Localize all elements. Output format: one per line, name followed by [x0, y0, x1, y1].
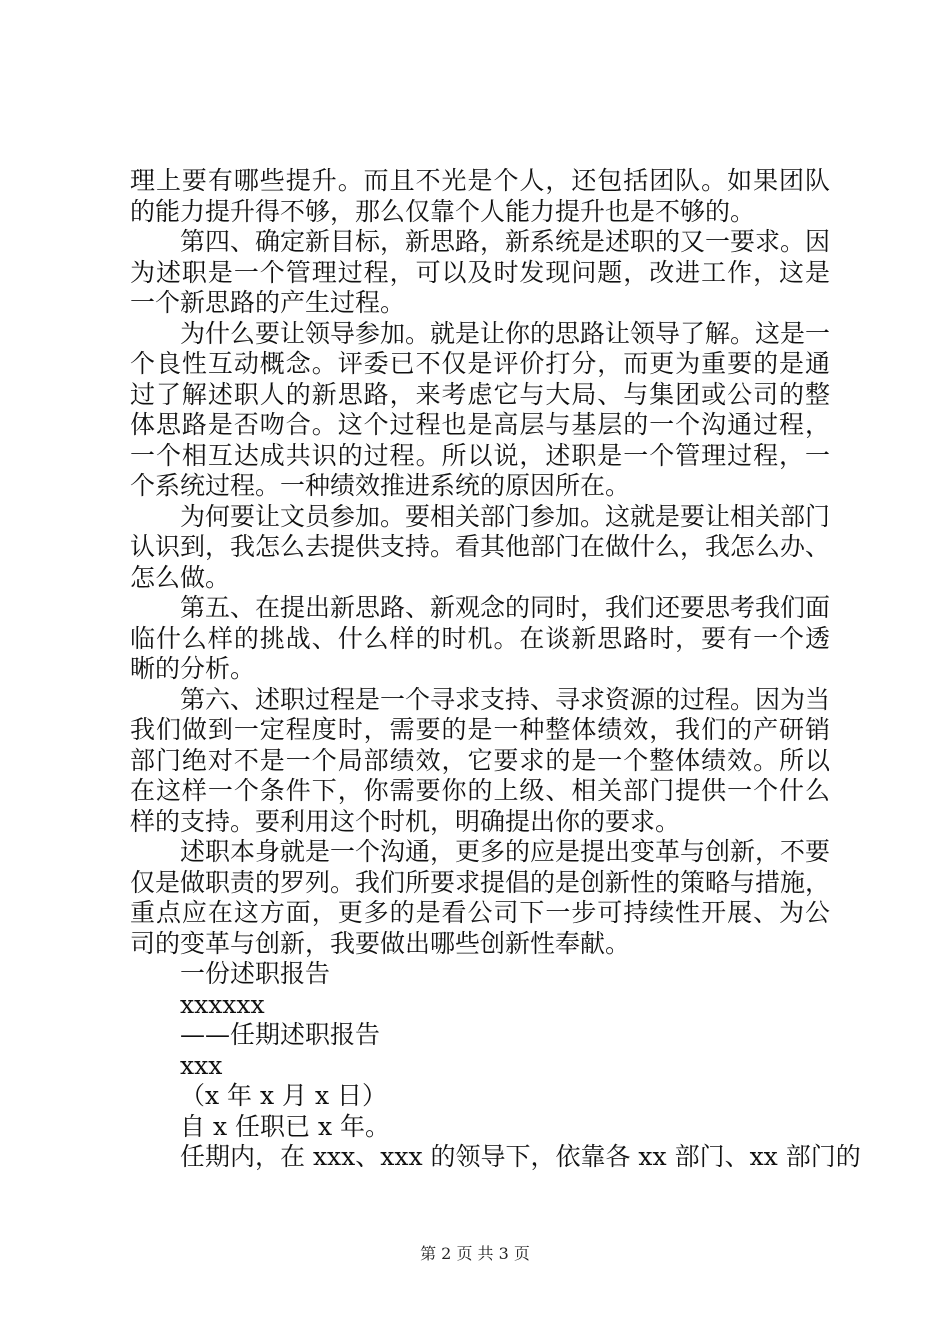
document-body	[130, 166, 861, 1173]
paragraph-p9	[130, 990, 830, 1021]
text-line: 体思路是否吻合。这个过程也是高层与基层的一个沟通过程，	[130, 410, 830, 439]
paragraph-p4	[130, 502, 830, 594]
text-line: 一个相互达成共识的过程。所以说，述职是一个管理过程，一	[130, 440, 830, 470]
text-line: 认识到，我怎么去提供支持。看其他部门在做什么，我怎么办、	[130, 532, 831, 561]
paragraph-p6	[130, 685, 830, 838]
text-line: xxxxxx	[180, 989, 265, 1019]
paragraph-p10	[130, 1020, 830, 1051]
text-line: 在这样一个条件下，你需要你的上级、相关部门提供一个什么	[130, 776, 830, 805]
text-line: ——任期述职报告	[180, 1020, 381, 1049]
text-line: 我们做到一定程度时，需要的是一种整体绩效，我们的产研销	[130, 715, 830, 744]
paragraph-p12	[130, 1081, 830, 1112]
paragraph-p11	[130, 1051, 830, 1082]
text-line: 一个新思路的产生过程。	[130, 288, 406, 317]
text-line: 理上要有哪些提升。而且不光是个人，还包括团队。如果团队	[130, 166, 830, 195]
paragraph-p13	[130, 1112, 830, 1143]
text-line: 晰的分析。	[130, 654, 256, 683]
paragraph-p5	[130, 593, 830, 685]
text-line: 部门绝对不是一个局部绩效，它要求的是一个整体绩效。所以	[130, 745, 830, 775]
text-line: 个良性互动概念。评委已不仅是评价打分，而更为重要的是通	[130, 349, 830, 378]
text-line: 司的变革与创新，我要做出哪些创新性奉献。	[130, 928, 631, 958]
paragraph-p8	[130, 959, 830, 990]
paragraph-p2	[130, 227, 830, 319]
text-line: 为述职是一个管理过程，可以及时发现问题，改进工作，这是	[130, 257, 830, 287]
paragraph-p7	[130, 837, 830, 959]
text-line: 一份述职报告	[180, 959, 331, 988]
text-line: 第六、述职过程是一个寻求支持、寻求资源的过程。因为当	[180, 684, 831, 714]
text-line: 为什么要让领导参加。就是让你的思路让领导了解。这是一	[180, 318, 831, 348]
text-line: 第四、确定新目标，新思路，新系统是述职的又一要求。因	[180, 227, 831, 256]
text-line: xxx	[180, 1050, 223, 1080]
text-line: 任期内，在 xxx、xxx 的领导下，依靠各 xx 部门、xx 部门的	[180, 1142, 861, 1171]
text-line: 自 x 任职已 x 年。	[180, 1111, 390, 1141]
text-line: 的能力提升得不够，那么仅靠个人能力提升也是不够的。	[130, 196, 756, 226]
text-line: 仅是做职责的罗列。我们所要求提倡的是创新性的策略与措施，	[130, 867, 831, 897]
text-line: 第五、在提出新思路、新观念的同时，我们还要思考我们面	[180, 593, 831, 622]
text-line: 为何要让文员参加。要相关部门参加。这就是要让相关部门	[180, 501, 831, 531]
text-line: 个系统过程。一种绩效推进系统的原因所在。	[130, 471, 631, 500]
paragraph-p1	[130, 166, 830, 227]
page-footer: 第 2 页 共 3 页	[420, 1244, 530, 1263]
text-line: 过了解述职人的新思路，来考虑它与大局、与集团或公司的整	[130, 379, 830, 409]
text-line: 重点应在这方面，更多的是看公司下一步可持续性开展、为公	[130, 898, 830, 927]
text-line: 怎么做。	[130, 562, 231, 592]
text-line: 样的支持。要利用这个时机，明确提出你的要求。	[130, 806, 681, 836]
text-line: 述职本身就是一个沟通，更多的应是提出变革与创新，不要	[180, 837, 831, 866]
paragraph-p14	[130, 1142, 861, 1173]
text-line: （x 年 x 月 x 日）	[180, 1081, 388, 1110]
paragraph-p3	[130, 319, 830, 502]
text-line: 临什么样的挑战、什么样的时机。在谈新思路时，要有一个透	[130, 623, 830, 653]
